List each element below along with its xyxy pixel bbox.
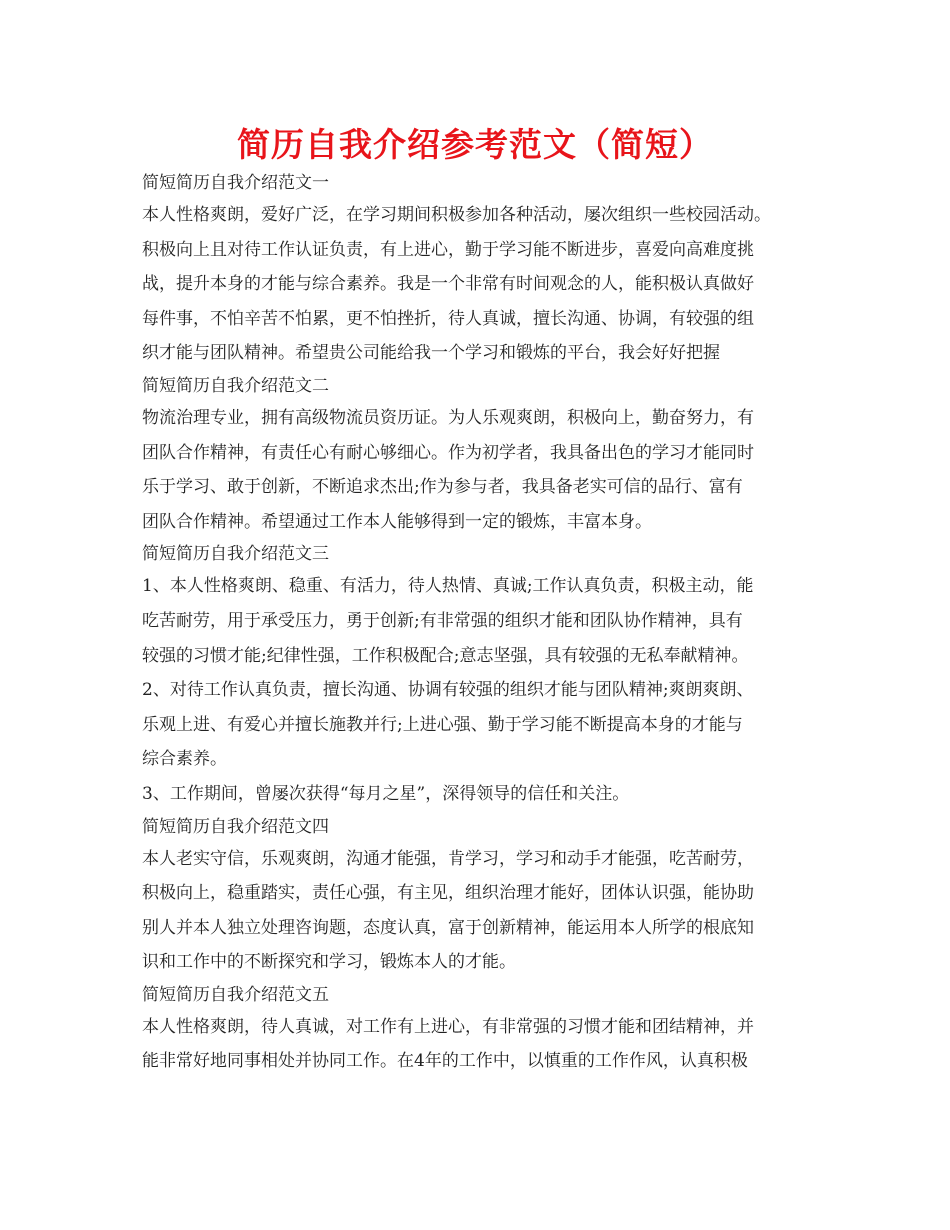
paragraph-line: 积极向上，稳重踏实，责任心强，有主见，组织治理才能好，团体认识强，能协助 — [142, 883, 754, 904]
paragraph-line: 较强的习惯才能;纪律性强，工作积极配合;意志坚强，具有较强的无私奉献精神。 — [142, 645, 749, 666]
section-heading: 简短简历自我介绍范文二 — [142, 375, 329, 396]
paragraph-line: 识和工作中的不断探究和学习，锻炼本人的才能。 — [142, 952, 516, 973]
section-heading: 简短简历自我介绍范文三 — [142, 544, 329, 565]
paragraph-line: 3、工作期间，曾屡次获得“每月之星”，深得领导的信任和关注。 — [142, 783, 630, 804]
paragraph-line: 织才能与团队精神。希望贵公司能给我一个学习和锻炼的平台，我会好好把握 — [142, 343, 720, 364]
paragraph-line: 别人并本人独立处理咨询题，态度认真，富于创新精神，能运用本人所学的根底知 — [142, 917, 754, 938]
paragraph-line: 物流治理专业，拥有高级物流员资历证。为人乐观爽朗，积极向上，勤奋努力，有 — [142, 407, 754, 428]
section-heading: 简短简历自我介绍范文五 — [142, 984, 329, 1005]
paragraph-line: 团队合作精神。希望通过工作本人能够得到一定的锻炼，丰富本身。 — [142, 511, 652, 532]
section-3 — [142, 539, 822, 811]
paragraph-line: 吃苦耐劳，用于承受压力，勇于创新;有非常强的组织才能和团队协作精神，具有 — [142, 610, 743, 631]
paragraph-line: 战，提升本身的才能与综合素养。我是一个非常有时间观念的人，能积极认真做好 — [142, 274, 754, 295]
paragraph-line: 乐观上进、有爱心并擅长施教并行;上进心强、勤于学习能不断提高本身的才能与 — [142, 714, 743, 735]
paragraph-line: 1、本人性格爽朗、稳重、有活力，待人热情、真诚;工作认真负责，积极主动，能 — [142, 576, 754, 597]
section-heading: 简短简历自我介绍范文一 — [142, 173, 329, 193]
document-title: 简历自我介绍参考范文（简短） — [237, 125, 713, 164]
section-2 — [142, 371, 822, 539]
paragraph-line: 综合素养。 — [142, 749, 227, 770]
paragraph-line: 2、对待工作认真负责，擅长沟通、协调有较强的组织才能与团队精神;爽朗爽朗、 — [142, 680, 754, 701]
paragraph-line: 团队合作精神，有责任心有耐心够细心。作为初学者，我具备出色的学习才能同时 — [142, 442, 754, 463]
paragraph-line: 乐于学习、敢于创新，不断追求杰出;作为参与者，我具备老实可信的品行、富有 — [142, 477, 743, 498]
section-5 — [142, 980, 822, 1079]
paragraph-line: 每件事，不怕辛苦不怕累，更不怕挫折，待人真诚，擅长沟通、协调，有较强的组 — [142, 308, 754, 329]
section-4 — [142, 812, 822, 980]
paragraph-line: 积极向上且对待工作认证负责，有上进心，勤于学习能不断进步，喜爱向高难度挑 — [142, 239, 754, 260]
document-body — [142, 168, 822, 1079]
paragraph-line: 本人性格爽朗，爱好广泛，在学习期间积极参加各种活动，屡次组织一些校园活动。 — [142, 205, 771, 225]
paragraph-line: 能非常好地同事相处并协同工作。在4年的工作中，以慎重的工作作风，认真积极 — [142, 1051, 748, 1072]
section-heading: 简短简历自我介绍范文四 — [142, 816, 329, 837]
section-1 — [142, 168, 822, 371]
paragraph-line: 本人性格爽朗，待人真诚，对工作有上进心，有非常强的习惯才能和团结精神，并 — [142, 1016, 754, 1037]
paragraph-line: 本人老实守信，乐观爽朗，沟通才能强，肯学习，学习和动手才能强，吃苦耐劳， — [142, 848, 754, 869]
